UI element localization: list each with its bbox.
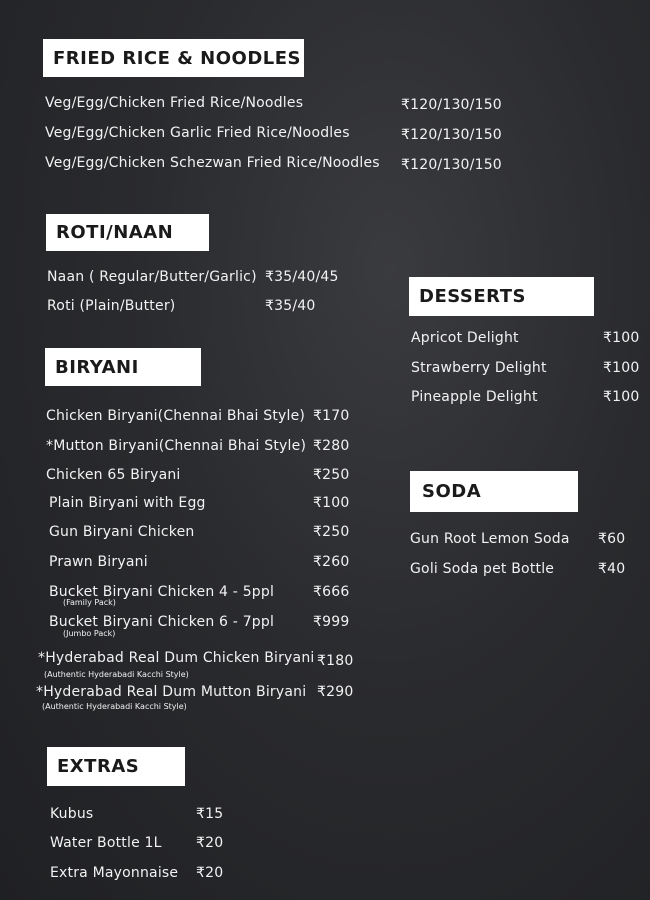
fried-rice-item-name: Veg/Egg/Chicken Garlic Fried Rice/Noodles	[45, 125, 350, 141]
extras-item-name: Extra Mayonnaise	[50, 865, 179, 881]
extras-header: EXTRAS	[47, 747, 185, 786]
fried-rice-item-price: ₹120/130/150	[401, 127, 502, 143]
extras-item-price: ₹15	[196, 806, 224, 822]
biryani-item-note: (Authentic Hyderabadi Kacchi Style)	[42, 702, 187, 711]
roti-header: ROTI/NAAN	[46, 214, 209, 251]
biryani-item-price: ₹180	[317, 653, 354, 669]
roti-item-price: ₹35/40/45	[265, 269, 339, 285]
fried-rice-item-price: ₹120/130/150	[401, 97, 502, 113]
soda-item-price: ₹40	[598, 561, 626, 577]
biryani-item-note: (Jumbo Pack)	[63, 629, 116, 638]
biryani-item-price: ₹290	[317, 684, 354, 700]
desserts-item-price: ₹100	[603, 389, 640, 405]
biryani-item-price: ₹250	[313, 524, 350, 540]
soda-header: SODA	[410, 471, 578, 512]
extras-item-name: Kubus	[50, 806, 94, 822]
biryani-item-price: ₹170	[313, 408, 350, 424]
desserts-item-price: ₹100	[603, 360, 640, 376]
fried-rice-item-name: Veg/Egg/Chicken Fried Rice/Noodles	[45, 95, 304, 111]
desserts-item-price: ₹100	[603, 330, 640, 346]
fried-rice-item-name: Veg/Egg/Chicken Schezwan Fried Rice/Noodles	[45, 155, 380, 171]
biryani-item-price: ₹250	[313, 467, 350, 483]
desserts-item-name: Apricot Delight	[411, 330, 519, 346]
biryani-item-name: Chicken 65 Biryani	[46, 467, 181, 483]
biryani-item-price: ₹260	[313, 554, 350, 570]
extras-item-price: ₹20	[196, 865, 224, 881]
biryani-item-name: Bucket Biryani Chicken 4 - 5ppl	[49, 584, 275, 600]
fried-rice-header: FRIED RICE & NOODLES	[43, 39, 304, 77]
biryani-item-price: ₹666	[313, 584, 350, 600]
biryani-item-price: ₹999	[313, 614, 350, 630]
desserts-item-name: Pineapple Delight	[411, 389, 538, 405]
biryani-item-price: ₹100	[313, 495, 350, 511]
soda-item-price: ₹60	[598, 531, 626, 547]
soda-item-name: Gun Root Lemon Soda	[410, 531, 570, 547]
desserts-header: DESSERTS	[409, 277, 594, 316]
fried-rice-item-price: ₹120/130/150	[401, 157, 502, 173]
biryani-item-name: *Mutton Biryani(Chennai Bhai Style)	[46, 438, 307, 454]
biryani-item-note: (Authentic Hyderabadi Kacchi Style)	[44, 670, 189, 679]
biryani-header: BIRYANI	[45, 348, 201, 386]
soda-item-name: Goli Soda pet Bottle	[410, 561, 555, 577]
roti-item-name: Roti (Plain/Butter)	[47, 298, 176, 314]
biryani-item-name: Prawn Biryani	[49, 554, 148, 570]
biryani-item-price: ₹280	[313, 438, 350, 454]
roti-item-name: Naan ( Regular/Butter/Garlic)	[47, 269, 257, 285]
biryani-item-name: *Hyderabad Real Dum Chicken Biryani	[38, 650, 315, 666]
roti-item-price: ₹35/40	[265, 298, 316, 314]
biryani-item-note: (Family Pack)	[63, 598, 116, 607]
biryani-item-name: *Hyderabad Real Dum Mutton Biryani	[36, 684, 307, 700]
biryani-item-name: Gun Biryani Chicken	[49, 524, 195, 540]
extras-item-price: ₹20	[196, 835, 224, 851]
biryani-item-name: Chicken Biryani(Chennai Bhai Style)	[46, 408, 306, 424]
biryani-item-name: Plain Biryani with Egg	[49, 495, 206, 511]
biryani-item-name: Bucket Biryani Chicken 6 - 7ppl	[49, 614, 275, 630]
extras-item-name: Water Bottle 1L	[50, 835, 162, 851]
desserts-item-name: Strawberry Delight	[411, 360, 547, 376]
